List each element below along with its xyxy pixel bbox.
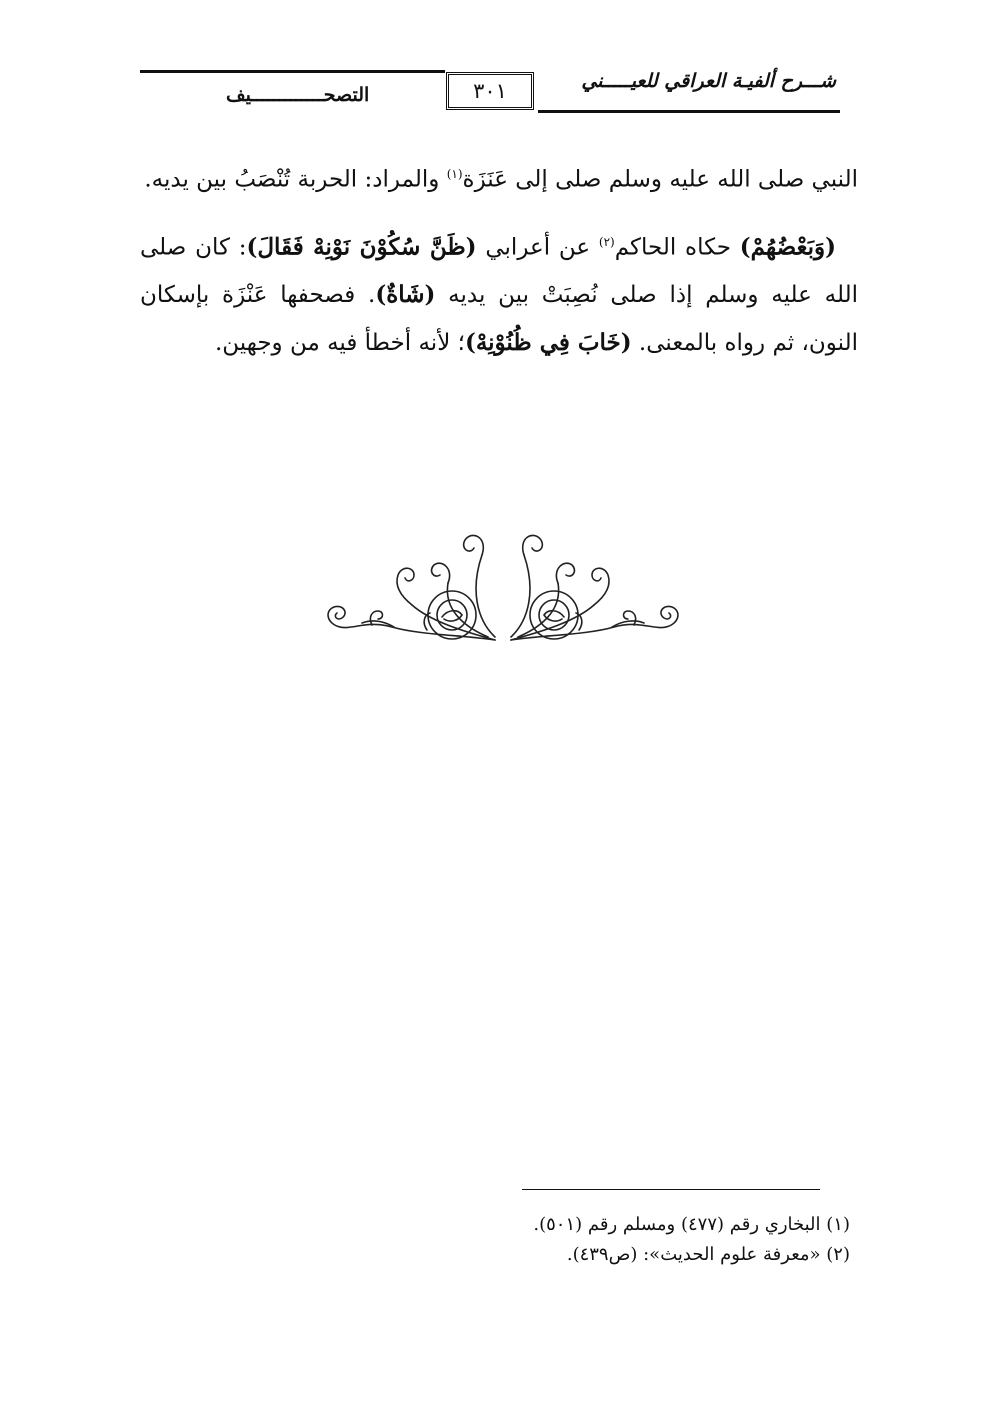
text-span: عن أعرابي	[476, 234, 599, 261]
footnote-separator	[522, 1189, 820, 1190]
header-rule-top	[140, 70, 445, 73]
verse-quote: (ظَنَّ سُكُوْنَ نَوْنِهْ فَقَالَ)	[246, 233, 477, 261]
verse-quote: (وَبَعْضُهُمْ)	[739, 233, 837, 261]
paragraph-1	[140, 150, 858, 204]
footnote-1: (١) البخاري رقم (٤٧٧) ومسلم رقم (٥٠١).	[533, 1214, 850, 1235]
page-header	[140, 68, 840, 116]
paragraph-2	[140, 218, 858, 368]
book-title: شـــرح ألفيـة العراقي للعيـــــني	[581, 70, 836, 92]
text-span: . فصحفها عَنْزَة بإسكان النون، ثم رواه بالمعنى.	[140, 282, 858, 357]
header-rule-bottom	[538, 110, 840, 113]
text-span: حكاه الحاكم	[614, 234, 740, 261]
text-span: والمراد: الحربة تُنْصَبُ بين يديه.	[144, 166, 447, 193]
text-span: النبي صلى الله عليه وسلم صلى إلى عَنَزَة	[462, 166, 858, 193]
text-span: ؛ لأنه أخطأ فيه من وجهين.	[214, 330, 465, 357]
main-text	[140, 150, 858, 367]
footnote-ref-2[interactable]: (٢)	[598, 234, 615, 249]
verse-quote: (خَابَ فِي ظُنُوْنِهْ)	[464, 329, 632, 357]
text-span: : كان صلى الله عليه وسلم إذا صلى نُصِبَتْ بين يديه	[140, 234, 858, 309]
footnote-2: (٢) «معرفة علوم الحديث»: (ص٤٣٩).	[566, 1244, 850, 1265]
footnotes	[420, 1210, 850, 1270]
floral-ornament-icon	[312, 525, 694, 645]
page-number: ٣٠١	[446, 72, 534, 110]
footnote-ref-1[interactable]: (١)	[446, 167, 463, 181]
verse-quote: (شَاةٌ)	[375, 281, 436, 309]
chapter-title: التصحـــــــــــــيف	[226, 84, 370, 106]
